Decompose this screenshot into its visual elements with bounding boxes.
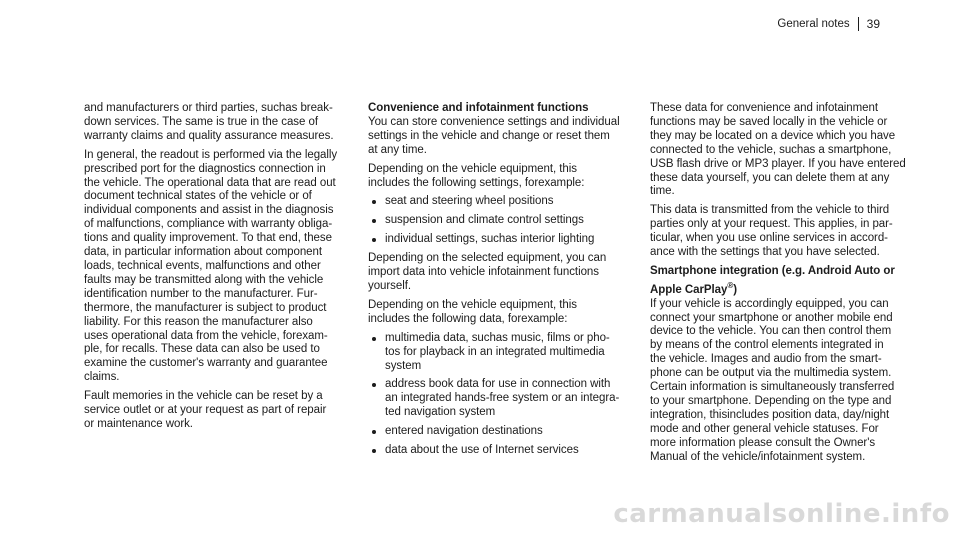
data-list <box>368 332 630 458</box>
paragraph: Depending on the vehicle equipment, this includes the following settings, forexample: <box>368 162 585 189</box>
column-right <box>650 102 912 469</box>
paragraph: This data is transmitted from the vehicle to third parties only at your request. This applies, in par- ticular, when you use online services in accord- ance with the settings that you have selected. <box>650 204 893 259</box>
settings-list <box>368 195 630 247</box>
section-heading-smartphone: Smartphone integration (e.g. Android Auto or Apple CarPlay®) <box>650 264 895 296</box>
paragraph: Depending on the vehicle equipment, this includes the following data, forexample: <box>368 298 577 325</box>
paragraph: You can store convenience settings and individual settings in the vehicle and change or reset them at any time. <box>368 115 620 156</box>
bullet-icon <box>372 200 376 204</box>
list-item: address book data for use in connection with an integrated hands-free system or an integra- ted navigation system <box>368 378 630 420</box>
column-middle <box>368 102 630 463</box>
paragraph: If your vehicle is accordingly equipped, you can connect your smartphone or another mobile end device to the vehicle. You can then control them by means of the control elements integrated in the vehicle. Images and audio from the smart- phone can be output via the multimedia system. Certain information is simultaneously transferred to your smartphone. Depending on the type and integration, thisincludes position data, day/night mode and other general vehicle statuses. For more information please consult the Owner's Manual of the vehicle/infotainment system. <box>650 297 895 463</box>
bullet-icon <box>372 449 376 453</box>
section-title: General notes <box>777 18 850 30</box>
list-item: suspension and climate control settings <box>368 214 630 228</box>
list-item: multimedia data, suchas music, films or pho- tos for playback in an integrated multimedia system <box>368 332 630 374</box>
bullet-icon <box>372 430 376 434</box>
paragraph: These data for convenience and infotainment functions may be saved locally in the vehicle or they may be located on a device which you have connected to the vehicle, suchas a smartphone, USB flash drive or MP3 player. If you have entered these data yourself, you can delete them at any time. <box>650 102 906 198</box>
bullet-icon <box>372 337 376 341</box>
page-header <box>777 17 880 31</box>
paragraph: Fault memories in the vehicle can be reset by a service outlet or at your request as part of repair or maintenance work. <box>84 390 327 430</box>
bullet-icon <box>372 238 376 242</box>
paragraph: and manufacturers or third parties, suchas break- down services. The same is true in the case of warranty claims and quality assurance measures. <box>84 102 334 142</box>
watermark: carmanualsonline.info <box>613 499 950 529</box>
list-item: seat and steering wheel positions <box>368 195 630 209</box>
paragraph: Depending on the selected equipment, you can import data into vehicle infotainment functions yourself. <box>368 252 607 292</box>
list-item: data about the use of Internet services <box>368 444 630 458</box>
page-number: 39 <box>866 17 880 31</box>
section-heading-convenience: Convenience and infotainment functions <box>368 102 589 114</box>
list-item: entered navigation destinations <box>368 425 630 439</box>
column-left <box>84 102 346 437</box>
bullet-icon <box>372 219 376 223</box>
header-divider <box>858 17 859 31</box>
list-item: individual settings, suchas interior lighting <box>368 233 630 247</box>
bullet-icon <box>372 383 376 387</box>
paragraph: In general, the readout is performed via the legally prescribed port for the diagnostics connection in the vehicle. The operational data that are read out document technical states of the vehicle or of individual components and assist in the diagnosis of malfunctions, compliance with warranty obliga- tions and quality improvement. To that end, these data, in particular information about component loads, technical events, malfunctions and other faults may be transmitted along with the vehicle identification number to the manufacturer. Fur- thermore, the manufacturer is subject to product liability. For this reason the manufacturer also uses operational data from the vehicle, forexam- ple, for recalls. These data can also be used to examine the customer's warranty and guarantee claims. <box>84 148 338 384</box>
